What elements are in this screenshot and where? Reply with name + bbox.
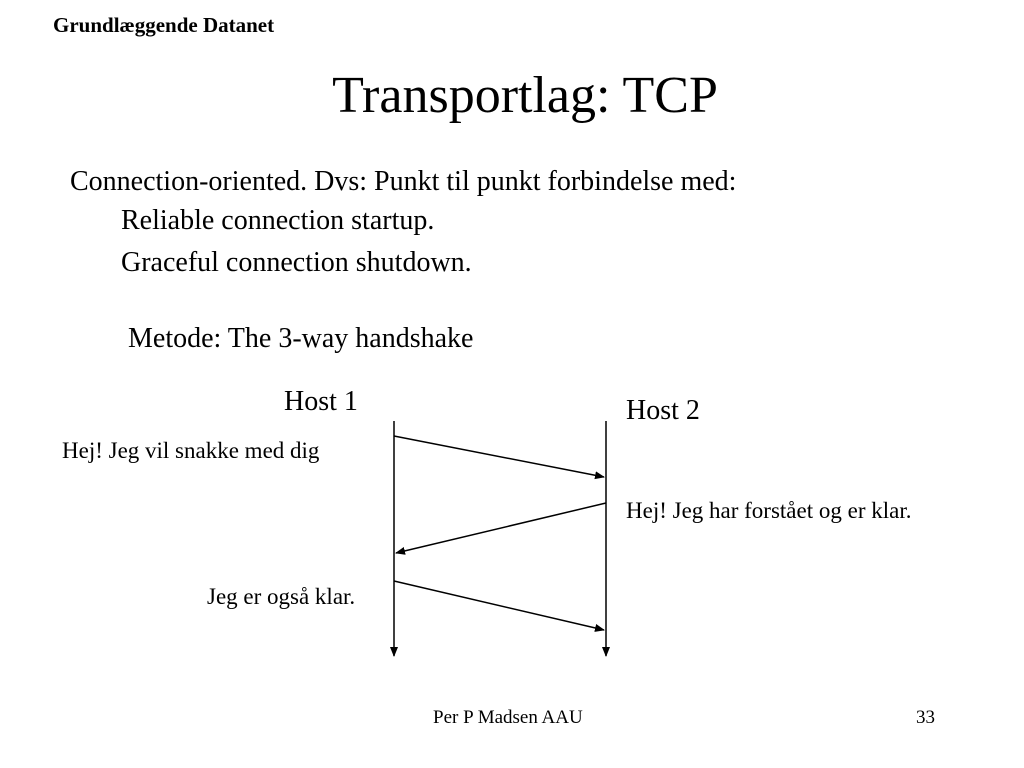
message-synack-label: Hej! Jeg har forstået og er klar. [626,498,912,523]
message-syn-label: Hej! Jeg vil snakke med dig [62,438,320,463]
message-arrow-synack [396,503,606,553]
bullet-connection-oriented: Connection-oriented. Dvs: Punkt til punkt forbindelse med: [70,166,737,197]
bullet-reliable-startup: Reliable connection startup. [121,205,435,236]
message-arrow-syn [394,436,604,477]
slide-title: Transportlag: TCP [332,67,718,124]
message-ack-label: Jeg er også klar. [207,584,356,609]
bullet-graceful-shutdown: Graceful connection shutdown. [121,247,472,278]
course-title: Grundlæggende Datanet [53,13,275,37]
message-arrow-ack [394,581,604,630]
page-number: 33 [916,707,935,728]
host1-label: Host 1 [284,386,358,417]
footer-author: Per P Madsen AAU [433,707,583,728]
host2-label: Host 2 [626,395,700,426]
method-label: Metode: The 3-way handshake [128,323,474,354]
